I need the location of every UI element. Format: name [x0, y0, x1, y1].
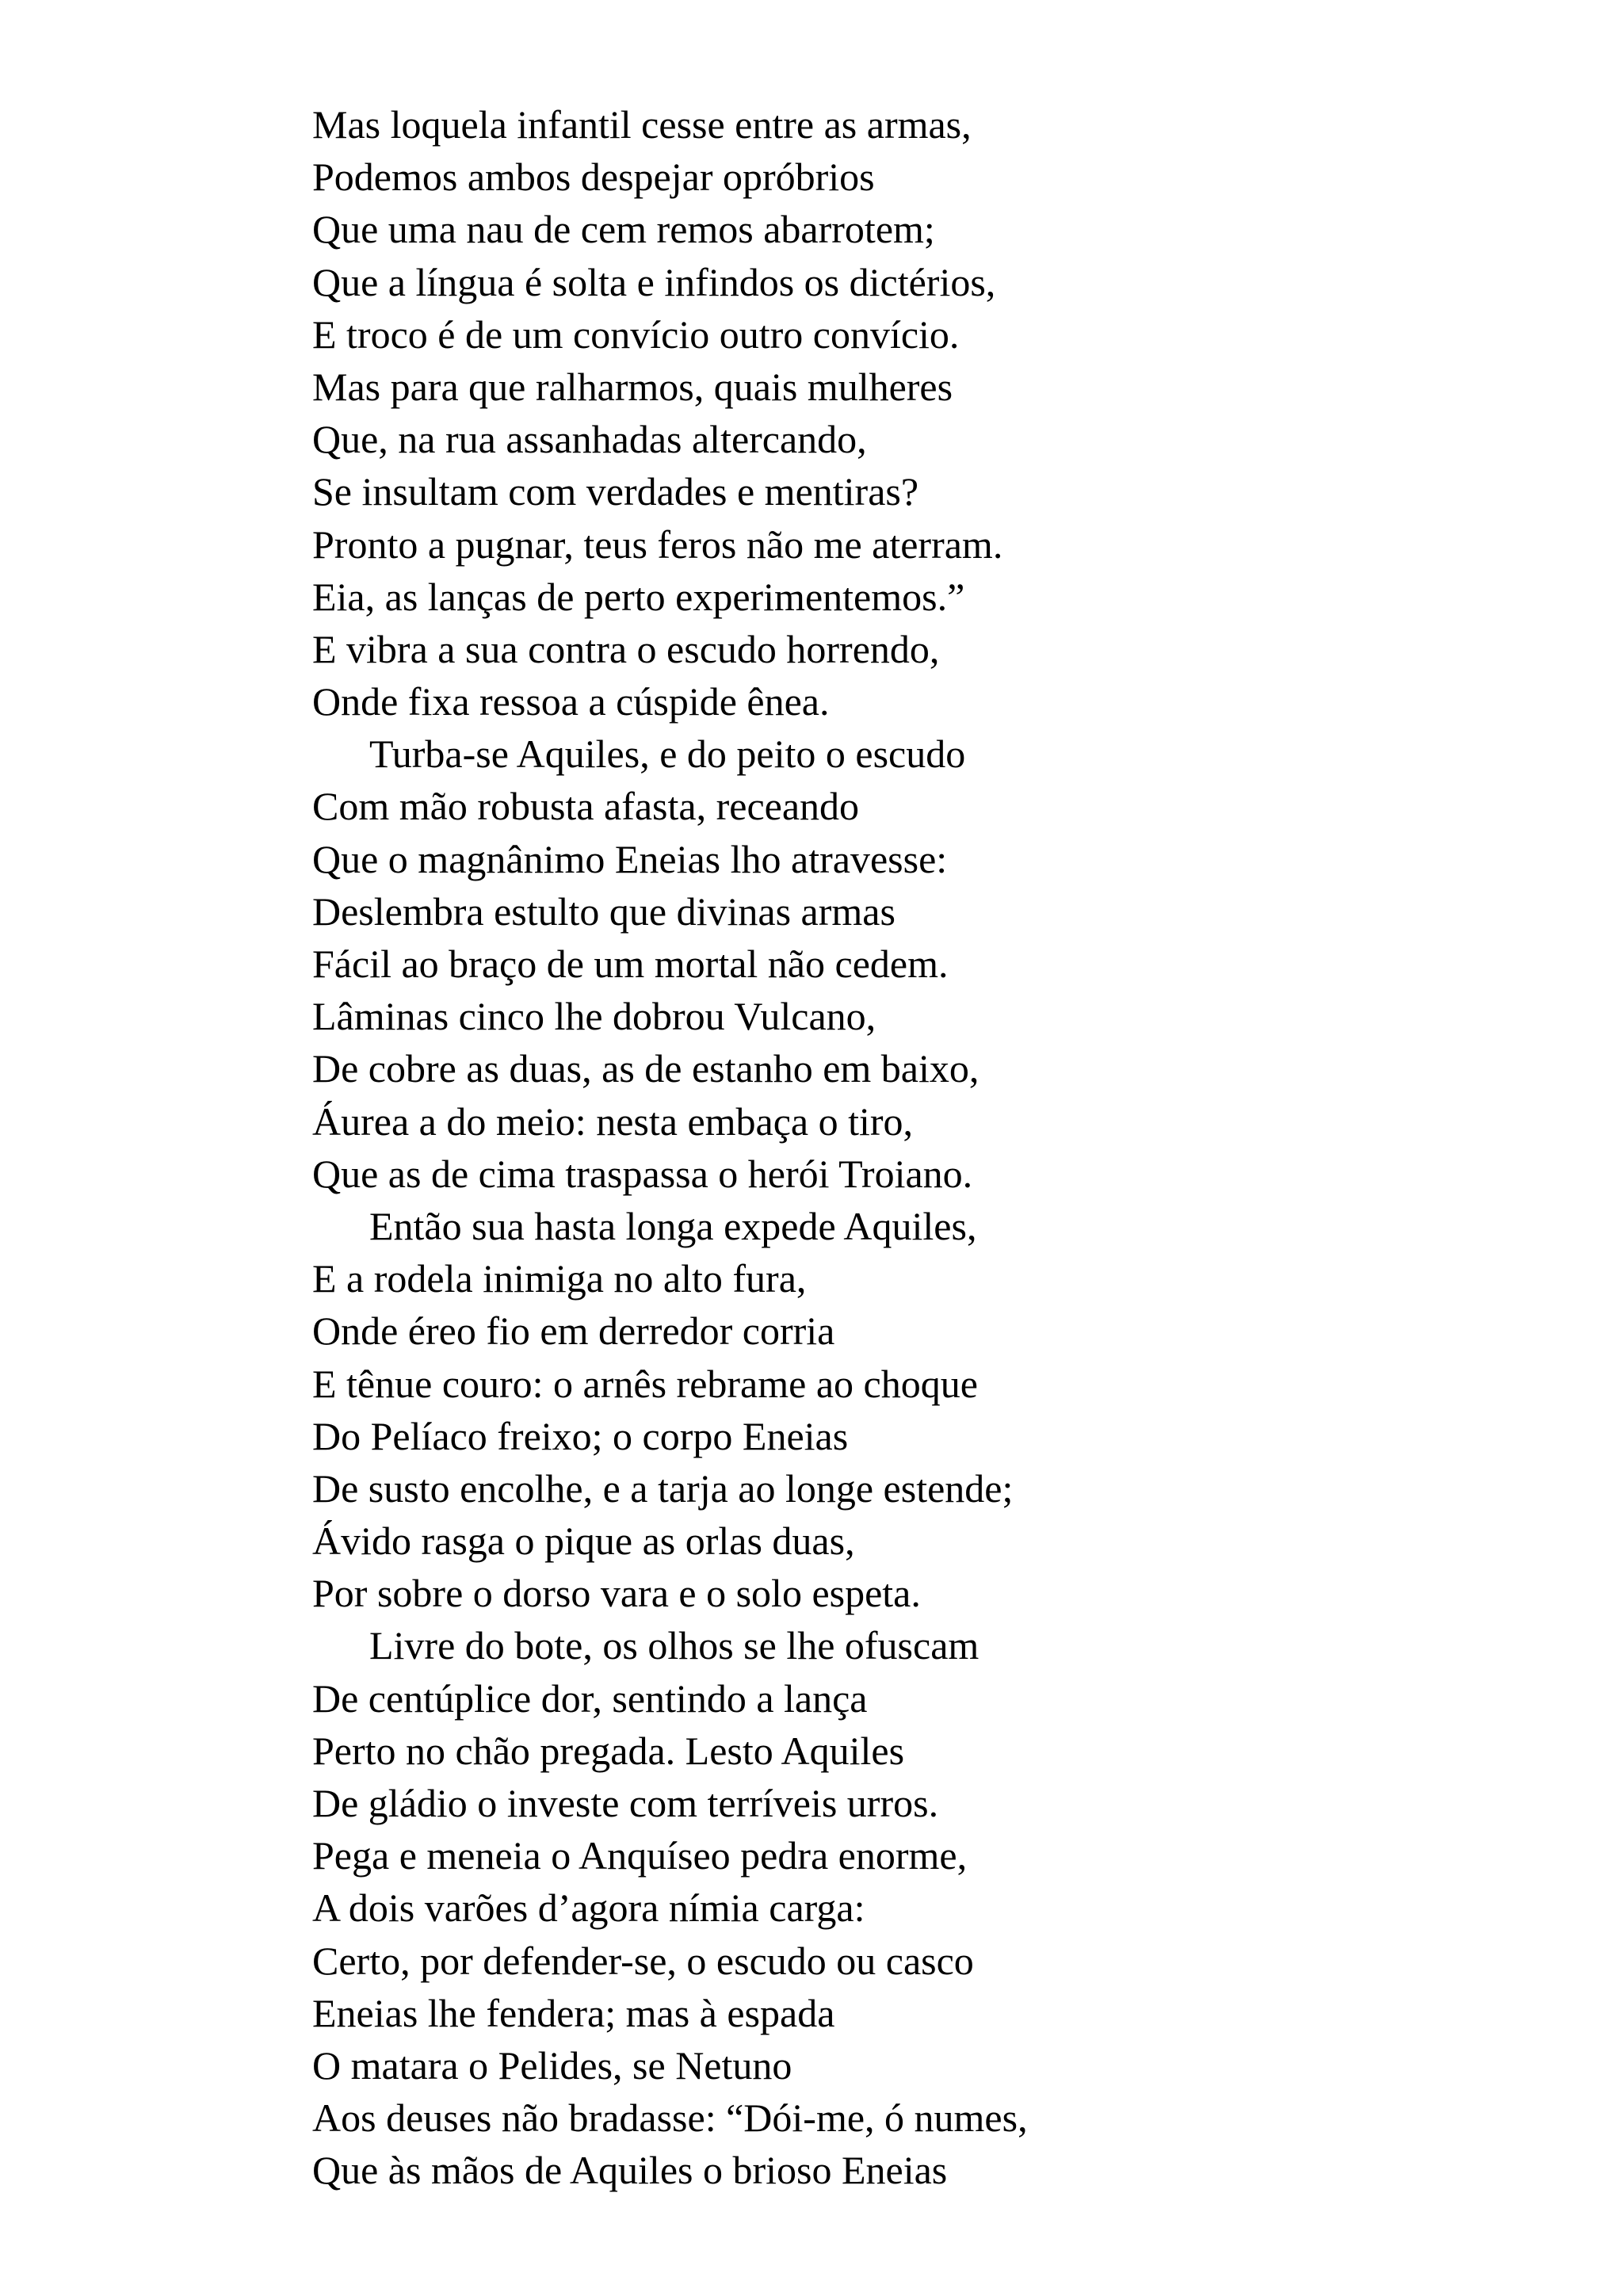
poem-line: Que o magnânimo Eneias lho atravesse: [312, 836, 948, 881]
poem-line: Pronto a pugnar, teus feros não me aterram. [312, 521, 1003, 567]
poem-line: Certo, por defender-se, o escudo ou casco [312, 1938, 974, 1983]
poem-line: E vibra a sua contra o escudo horrendo, [312, 626, 940, 671]
poem-line: Então sua hasta longa expede Aquiles, [369, 1203, 977, 1248]
poem-line: De susto encolhe, e a tarja ao longe estende; [312, 1465, 1014, 1511]
poem-line: Com mão robusta afasta, receando [312, 784, 860, 829]
poem-line: Turba-se Aquiles, e do peito o escudo [369, 732, 966, 777]
poem-line: Que uma nau de cem remos abarrotem; [312, 207, 935, 252]
poem-line: Que às mãos de Aquiles o brioso Eneias [312, 2148, 948, 2193]
poem-line: Livre do bote, os olhos se lhe ofuscam [369, 1623, 980, 1668]
poem-line: Do Pelíaco freixo; o corpo Eneias [312, 1413, 849, 1458]
poem-line: Que as de cima traspassa o herói Troiano. [312, 1151, 973, 1196]
poem-line: De centúplice dor, sentindo a lança [312, 1675, 868, 1721]
poem-line: Perto no chão pregada. Lesto Aquiles [312, 1728, 905, 1773]
poem-line: Ávido rasga o pique as orlas duas, [312, 1519, 855, 1564]
poem-text-block [312, 98, 1028, 2197]
poem-line: Onde fixa ressoa a cúspide ênea. [312, 679, 830, 724]
poem-line: E tênue couro: o arnês rebrame ao choque [312, 1361, 978, 1406]
poem-line: E a rodela inimiga no alto fura, [312, 1256, 807, 1301]
poem-line: Mas para que ralharmos, quais mulheres [312, 364, 953, 409]
poem-line: De gládio o investe com terríveis urros. [312, 1781, 939, 1825]
poem-line: Lâminas cinco lhe dobrou Vulcano, [312, 994, 876, 1039]
poem-line: De cobre as duas, as de estanho em baixo, [312, 1046, 980, 1091]
poem-line: Onde éreo fio em derredor corria [312, 1308, 835, 1354]
poem-line: Que a língua é solta e infindos os dictérios, [312, 259, 996, 304]
poem-line: Que, na rua assanhadas altercando, [312, 417, 867, 462]
poem-line: Eneias lhe fendera; mas à espada [312, 1990, 835, 2035]
poem-line: A dois varões d’agora nímia carga: [312, 1885, 865, 1931]
poem-line: Áurea a do meio: nesta embaça o tiro, [312, 1098, 914, 1144]
poem-line: Podemos ambos despejar opróbrios [312, 155, 875, 200]
poem-line: Fácil ao braço de um mortal não cedem. [312, 942, 949, 986]
poem-line: Aos deuses não bradasse: “Dói-me, ó numes, [312, 2095, 1028, 2141]
poem-line: E troco é de um convício outro convício. [312, 311, 960, 357]
poem-line: O matara o Pelides, se Netuno [312, 2042, 792, 2088]
poem-line: Se insultam com verdades e mentiras? [312, 469, 919, 514]
poem-line: Deslembra estulto que divinas armas [312, 888, 896, 934]
poem-line: Por sobre o dorso vara e o solo espeta. [312, 1571, 921, 1616]
poem-line: Mas loquela infantil cesse entre as armas, [312, 102, 972, 147]
poem-line: Eia, as lanças de perto experimentemos.” [312, 574, 965, 619]
poem-line: Pega e meneia o Anquíseo pedra enorme, [312, 1833, 968, 1878]
